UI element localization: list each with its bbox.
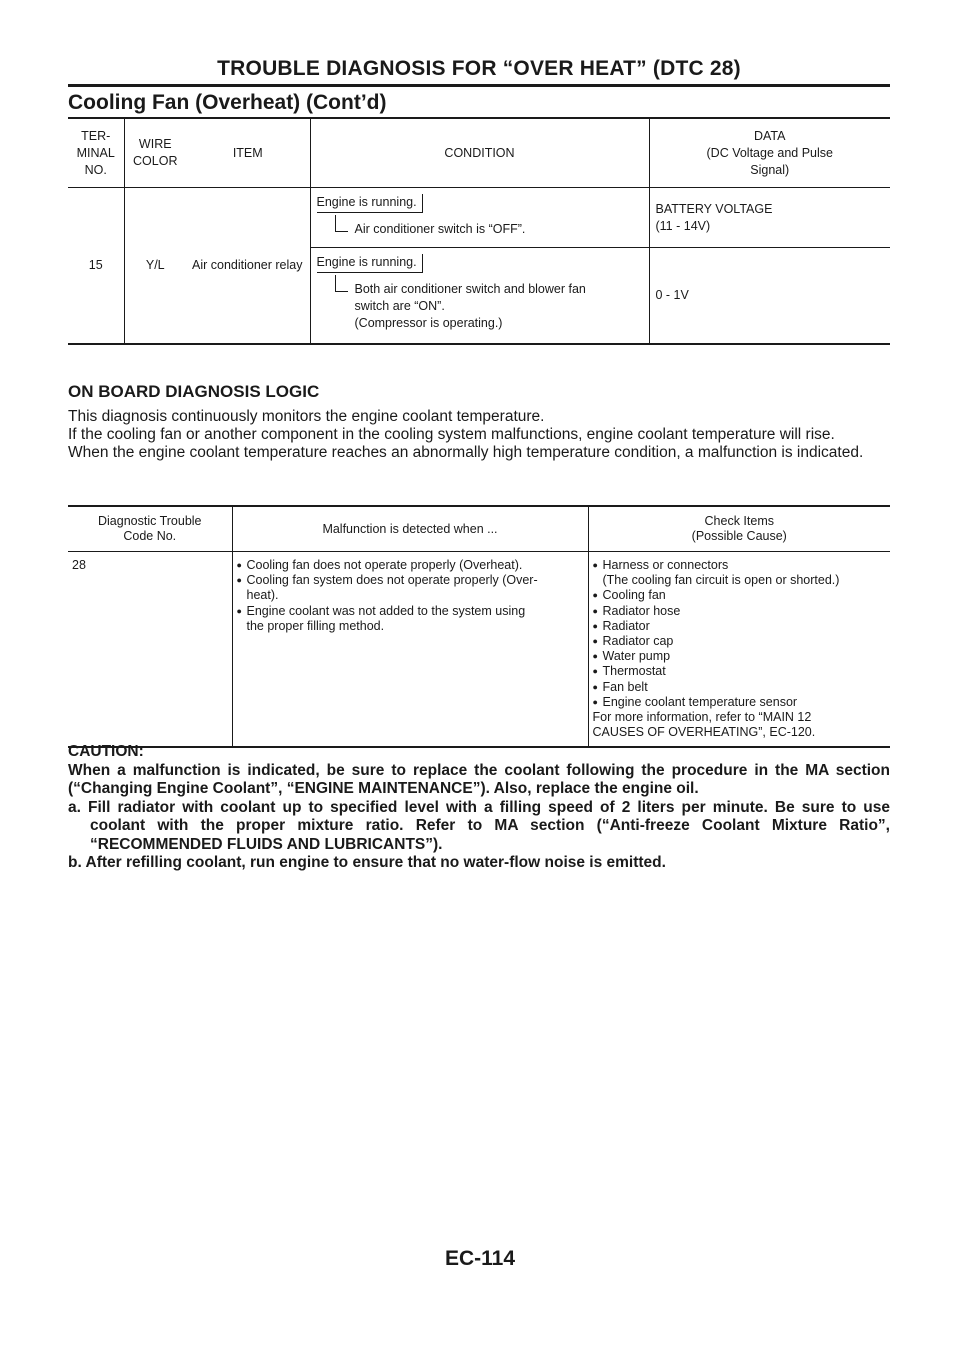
page-number: EC-114: [444, 1247, 516, 1270]
paragraph: This diagnosis continuously monitors the engine coolant temperature.: [68, 408, 545, 425]
caution-item-b: b. After refilling coolant, run engine to ensure that no water-flow noise is emitted.: [68, 854, 666, 871]
page-subtitle: Cooling Fan (Overheat) (Cont’d): [68, 91, 387, 114]
list-item: ● Cooling fan does not operate properly (Overheat).: [237, 558, 584, 573]
dtc-table: [68, 505, 890, 748]
paragraph: When the engine coolant temperature reaches an abnormally high temperature condition, a malfunction is indicated.: [68, 444, 864, 461]
caution-text: When a malfunction is indicated, be sure to replace the coolant following the procedure in the MA section (“Changing Engine Coolant”, “ENGINE MAINTENANCE”). Also, replace the engine oil.: [68, 761, 890, 797]
terminal-number: 15: [88, 257, 103, 272]
condition-cell: [310, 248, 649, 344]
data-value: BATTERY VOLTAGE (11 - 14V): [649, 188, 890, 248]
paragraph: If the cooling fan or another component in the cooling system malfunctions, engine coolant temperature will rise.: [68, 426, 835, 443]
header-divider: [68, 84, 890, 87]
header-check-items: Check Items (Possible Cause): [588, 506, 890, 552]
list-item: ● Radiator hose: [593, 604, 887, 619]
list-item: ● Radiator: [593, 619, 887, 634]
header-terminal-no: TER- MINAL NO.: [68, 118, 124, 188]
header-data: DATA (DC Voltage and Pulse Signal): [649, 118, 890, 188]
section-title: ON BOARD DIAGNOSIS LOGIC: [68, 382, 320, 401]
list-item: ● Water pump: [593, 649, 887, 664]
check-items-list: [588, 552, 890, 748]
list-item: ● Thermostat: [593, 664, 887, 679]
page-title: TROUBLE DIAGNOSIS FOR “OVER HEAT” (DTC 28): [217, 57, 741, 80]
check-note: For more information, refer to “MAIN 12 CAUSES OF OVERHEATING”, EC-120.: [592, 710, 816, 740]
obd-logic-section: [68, 382, 890, 462]
condition-cell: [310, 188, 649, 248]
list-item: ● Engine coolant temperature sensor: [593, 695, 887, 710]
malfunction-list: [232, 552, 588, 748]
condition-tag: Engine is running.: [317, 254, 423, 273]
list-item: ● Cooling fan: [593, 588, 887, 603]
list-item: ● Radiator cap: [593, 634, 887, 649]
header-malfunction: Malfunction is detected when ...: [232, 506, 588, 552]
caution-label: CAUTION:: [68, 743, 144, 760]
header-condition: CONDITION: [310, 118, 649, 188]
list-item: ● Harness or connectors (The cooling fan circuit is open or shorted.): [593, 558, 887, 588]
terminal-table: [68, 117, 890, 345]
header-item: ITEM: [186, 118, 310, 188]
list-item: ● Fan belt: [593, 680, 887, 695]
condition-detail: Both air conditioner switch and blower fan switch are “ON”. (Compressor is operating.): [317, 281, 643, 332]
caution-block: [68, 743, 890, 873]
condition-detail: Air conditioner switch is “OFF”.: [317, 221, 643, 238]
caution-item-a: a. Fill radiator with coolant up to specified level with a filling speed of 2 liters per minute. Be sure to use coolant with the proper mixture ratio. Refer to MA section (“Anti-freeze Coolant Mixture Ratio”, “RECOMMENDED FLUIDS AND LUBRICANTS”).: [68, 798, 890, 853]
header-dtc-code: Diagnostic Trouble Code No.: [68, 506, 232, 552]
wire-color: Y/L: [124, 188, 186, 344]
item-name: Air conditioner relay: [192, 257, 303, 272]
list-item: ● Cooling fan system does not operate properly (Over- heat).: [237, 573, 584, 603]
data-value: 0 - 1V: [649, 248, 890, 344]
list-item: ● Engine coolant was not added to the system using the proper filling method.: [237, 604, 584, 634]
page-header: [68, 56, 890, 116]
condition-tag: Engine is running.: [317, 194, 423, 213]
header-wire-color: WIRE COLOR: [124, 118, 186, 188]
dtc-code: 28: [72, 558, 86, 572]
